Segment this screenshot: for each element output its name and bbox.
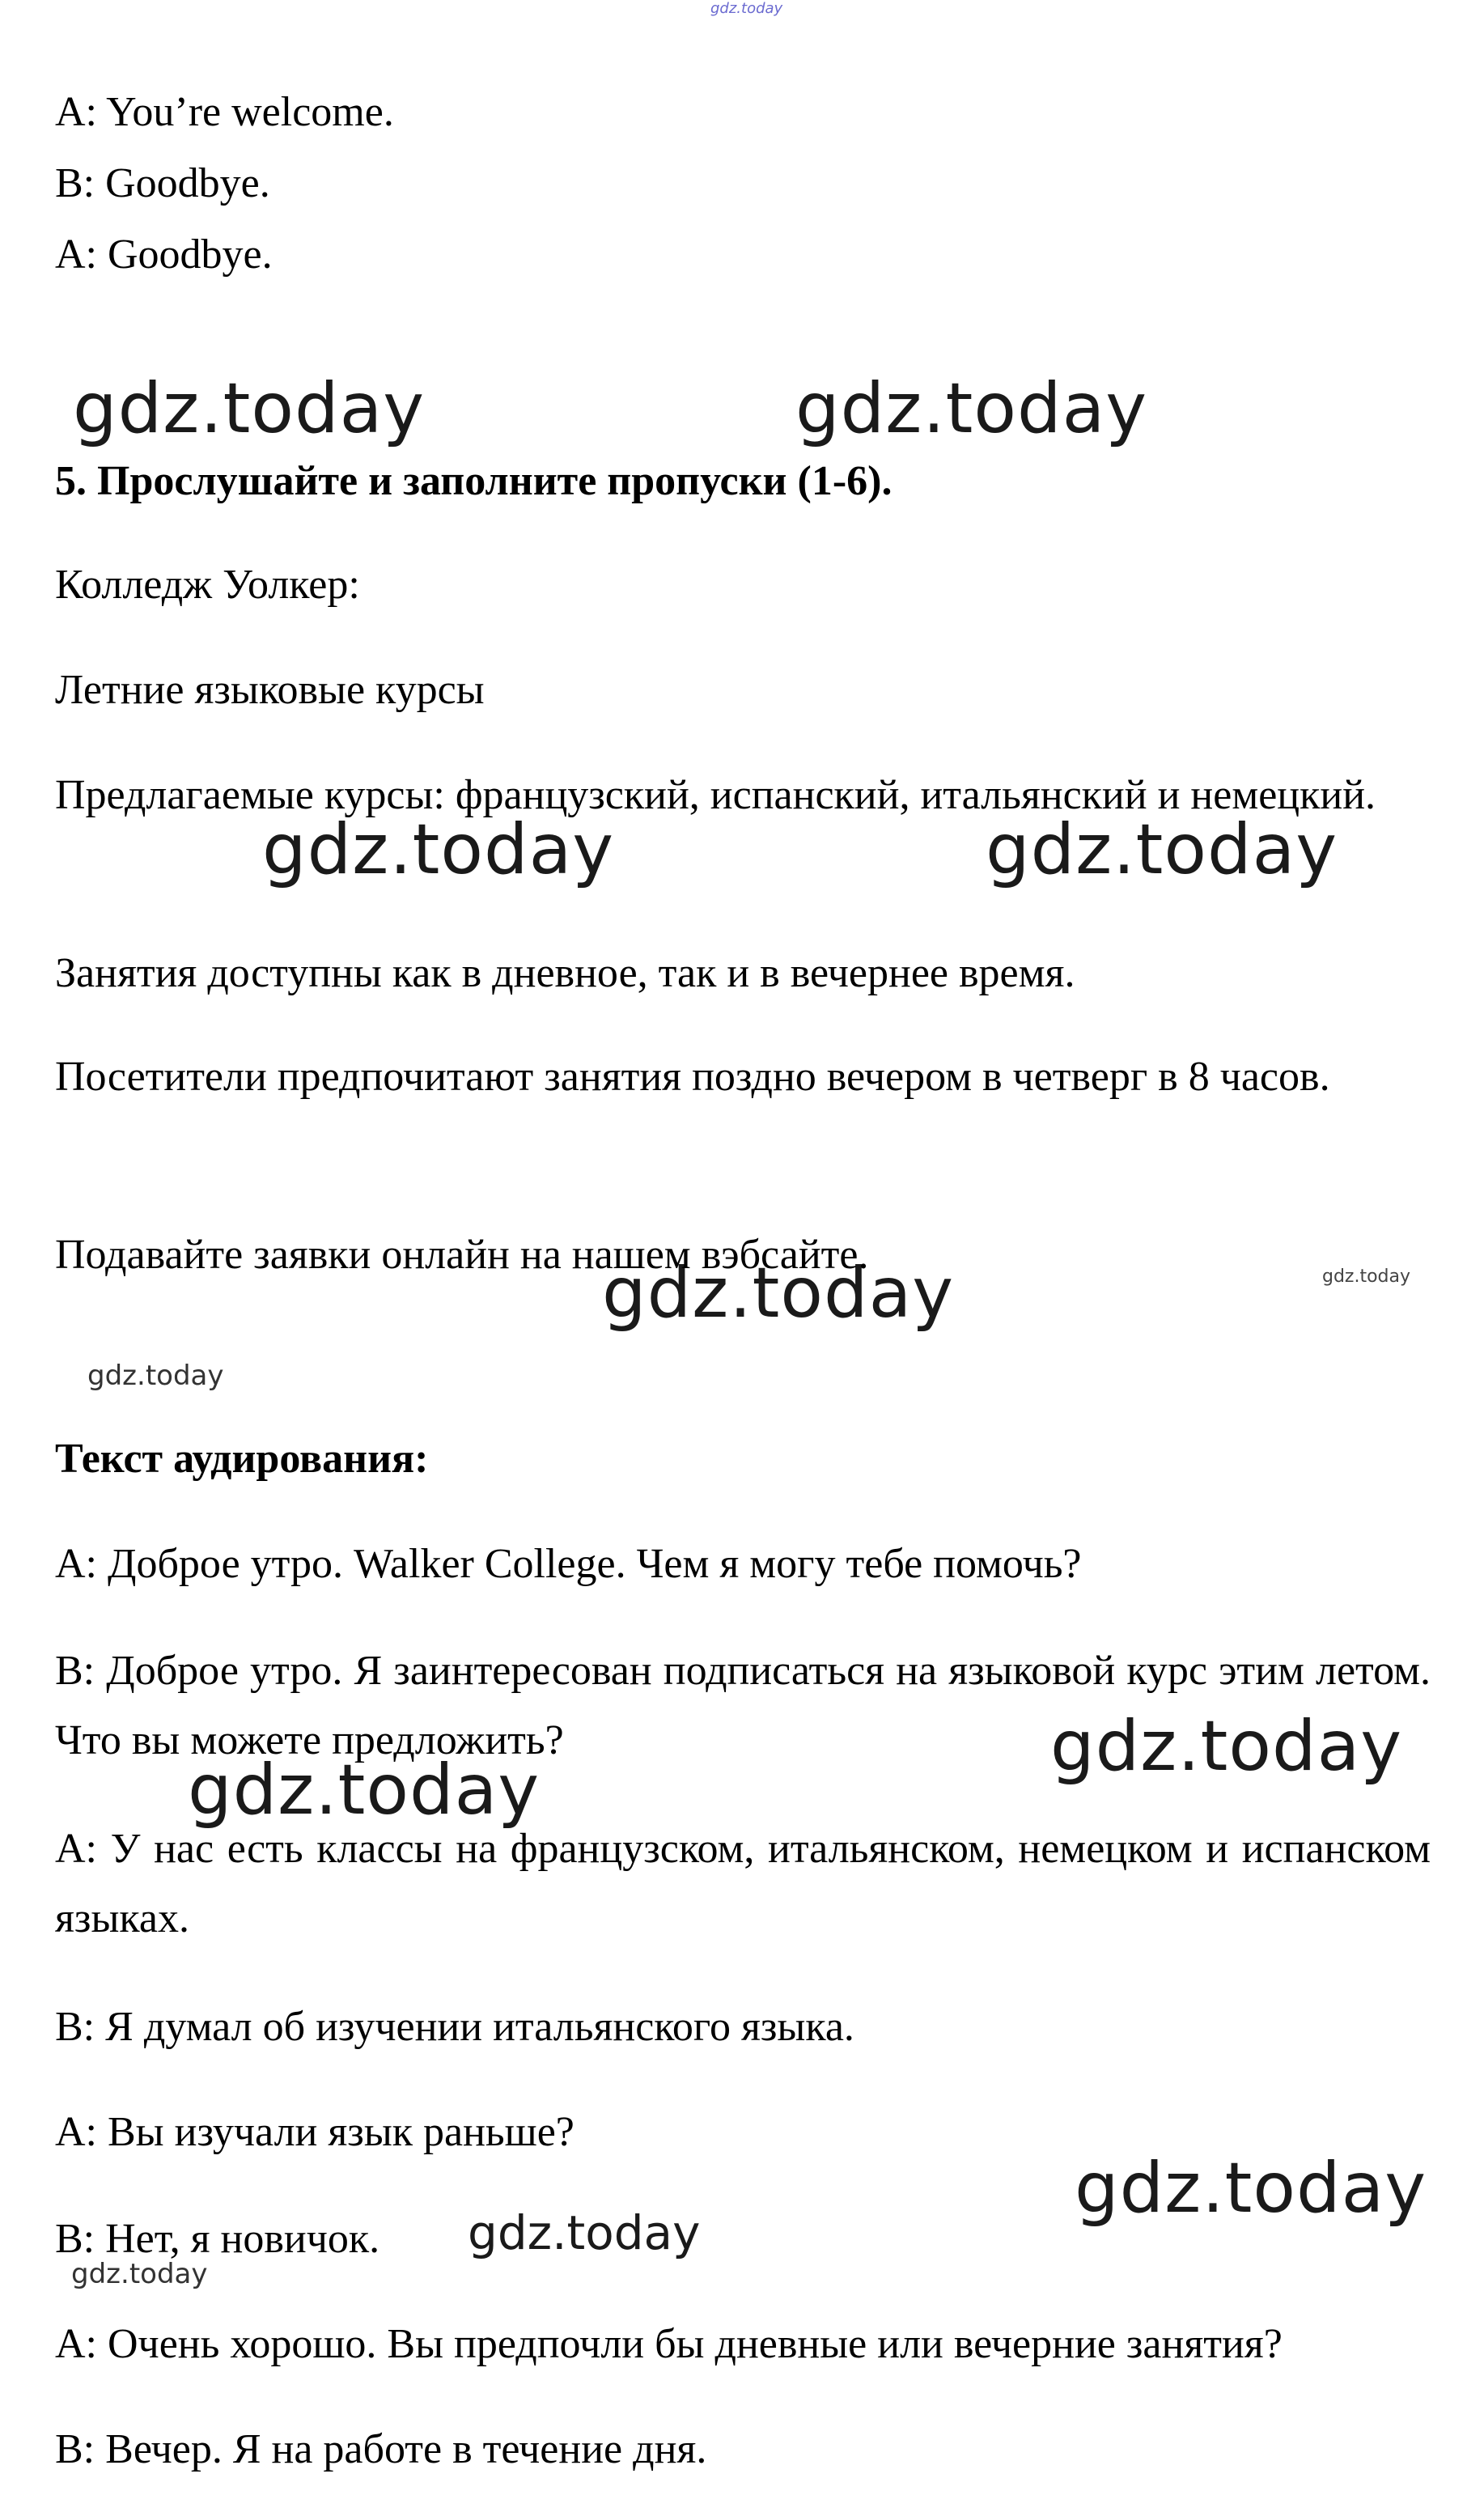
watermark-8: gdz.today: [1050, 1706, 1403, 1787]
watermark-5: gdz.today: [602, 1253, 955, 1334]
watermark-1: gdz.today: [73, 368, 426, 449]
listening-line-8: B: Вечер. Я на работе в течение дня.: [55, 2426, 707, 2472]
watermark-12: gdz.today: [71, 2258, 208, 2290]
watermark-7: gdz.today: [87, 1360, 224, 1392]
watermark-2: gdz.today: [795, 368, 1148, 449]
watermark-6: gdz.today: [1322, 1267, 1411, 1287]
listening-line-5: A: Вы изучали язык раньше?: [55, 2109, 575, 2155]
listening-line-6: B: Нет, я новичок.: [55, 2216, 380, 2262]
task5-heading: 5. Прослушайте и заполните пропуски (1-6).: [55, 458, 893, 504]
dialogue-line-2: B: Goodbye.: [55, 160, 270, 206]
listening-line-1: A: Доброе утро. Walker College. Чем я могу тебе помочь?: [55, 1541, 1082, 1587]
watermark-3: gdz.today: [262, 809, 615, 890]
watermark-top: gdz.today: [710, 0, 783, 17]
task5-apply: Подавайте заявки онлайн на нашем вэбсайте.: [55, 1232, 869, 1278]
task5-classes: Занятия доступны как в дневное, так и в вечернее время.: [55, 950, 1075, 996]
task5-visitors: Посетители предпочитают занятия поздно вечером в четверг в 8 часов.: [55, 1054, 1330, 1100]
dialogue-line-1: A: You’re welcome.: [55, 89, 394, 135]
listening-line-2: B: Доброе утро. Я заинтересован подписаться на языковой курс этим летом. Что вы можете предложить?: [55, 1648, 1431, 1763]
listening-line-3: A: У нас есть классы на французском, итальянском, немецком и испанском языках.: [55, 1826, 1431, 1941]
task5-college: Колледж Уолкер:: [55, 562, 360, 608]
listening-line-7: A: Очень хорошо. Вы предпочли бы дневные или вечерние занятия?: [55, 2321, 1283, 2367]
watermark-9: gdz.today: [188, 1750, 541, 1831]
watermark-11: gdz.today: [468, 2205, 701, 2260]
listening-line-4: B: Я думал об изучении итальянского языка.: [55, 2004, 854, 2050]
watermark-4: gdz.today: [986, 809, 1338, 890]
task5-offered: Предлагаемые курсы: французский, испанский, итальянский и немецкий.: [55, 772, 1376, 818]
listening-heading: Текст аудирования:: [55, 1436, 429, 1482]
watermark-10: gdz.today: [1075, 2148, 1427, 2229]
task5-course-title: Летние языковые курсы: [55, 667, 485, 713]
dialogue-line-3: A: Goodbye.: [55, 231, 273, 278]
